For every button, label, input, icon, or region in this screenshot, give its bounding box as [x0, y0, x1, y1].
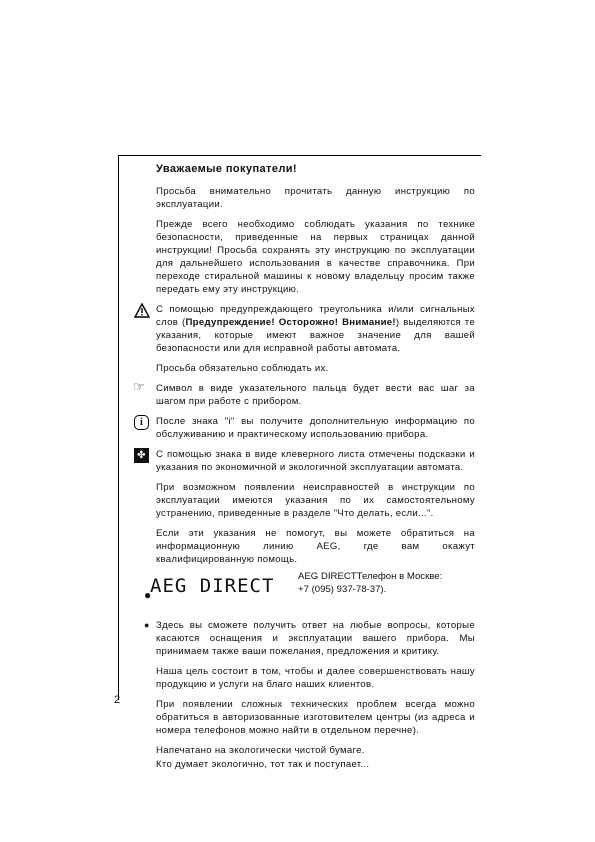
page-number: 2: [114, 694, 121, 706]
finger-paragraph: [133, 379, 475, 408]
aeg-line-paragraph: Если эти указания не помогут, вы можете обратиться на информационную линию AEG, где вам окажут квалифицированную помощь.: [156, 528, 475, 565]
eco-paper-note: Напечатано на экологически чистой бумаге.: [156, 745, 365, 756]
bullet-dot: ●: [144, 620, 150, 630]
questions-text: Здесь вы сможете получить ответ на любые вопросы, которые касаются оснащения и эксплуатации вашего прибора. Мы принимаем также ваши пожелания, предложения и критику.: [156, 620, 475, 657]
info-paragraph: [139, 415, 475, 441]
service-paragraph: При появлении сложных технических проблем всегда можно обратиться в авторизованные изготовителем центры (из адреса и номера телефонов можно найти в отдельном перечне).: [156, 699, 475, 736]
info-text: После знака "i" вы получите дополнительную информацию по обслуживанию и практическому использованию прибора.: [156, 416, 475, 440]
aeg-phone-label: AEG DIRECTТелефон в Москве:: [298, 571, 443, 582]
left-rule: [118, 155, 119, 700]
intro-paragraph: Просьба внимательно прочитать данную инструкцию по эксплуатации.: [156, 186, 475, 210]
aeg-direct-logo: AEG DIRECT: [150, 575, 275, 597]
eco-text: С помощью знака в виде клеверного листа отмечены подсказки и указания по экономичной и экологичной эксплуатации автомата.: [156, 449, 475, 473]
finger-text: Символ в виде указательного пальца будет вести вас шаг за шагом при работе с прибором.: [156, 383, 475, 407]
warning-signal-words: Предупреждение! Осторожно! Внимание!: [185, 317, 396, 328]
page-title: Уважаемые покупатели!: [156, 163, 297, 175]
pointing-finger-icon: ☞: [133, 379, 145, 394]
top-rule: [118, 155, 481, 156]
eco-slogan: Кто думает экологично, тот так и поступает...: [156, 759, 370, 770]
goal-paragraph: Наша цель состоит в том, чтобы и далее совершенствовать нашу продукцию и услуги на благо наших клиентов.: [156, 666, 475, 690]
clover-leaf-icon: ✤: [134, 448, 149, 463]
faults-paragraph: При возможном появлении неисправностей в инструкции по эксплуатации имеются указания по их самостоятельному устранению, приведенные в разделе "Что делать, если...".: [156, 482, 475, 519]
warning-triangle-icon: [134, 303, 150, 319]
aeg-direct-contact: [298, 570, 468, 596]
warning-paragraph: [156, 303, 475, 355]
safety-paragraph: Прежде всего необходимо соблюдать указания по технике безопасности, приведенные на первых страницах данной инструкции! Просьба сохранять эту инструкцию по эксплуатации для дальнейшего использования в качестве справочника. При переходе стиральной машины к новому владельцу просим также передать ему эту инструкцию.: [156, 219, 475, 295]
aeg-phone-number: +7 (095) 937-78-37).: [298, 584, 387, 595]
aeg-direct-block: [144, 571, 475, 612]
info-icon: i: [134, 415, 149, 430]
warning-text-end: ) выделяются те указания, которые имеют важное значение для вашей безопасности или для исправной работы автомата.: [156, 317, 475, 354]
page-content: [133, 163, 475, 778]
request-paragraph: Просьба обязательно соблюдать их.: [156, 363, 329, 374]
eco-paragraph: [137, 448, 475, 474]
warning-text-start: С помощью предупреждающего треугольника и/или сигнальных слов (: [156, 304, 475, 328]
bullet-dot: ●: [144, 588, 152, 602]
questions-paragraph: [144, 619, 475, 658]
